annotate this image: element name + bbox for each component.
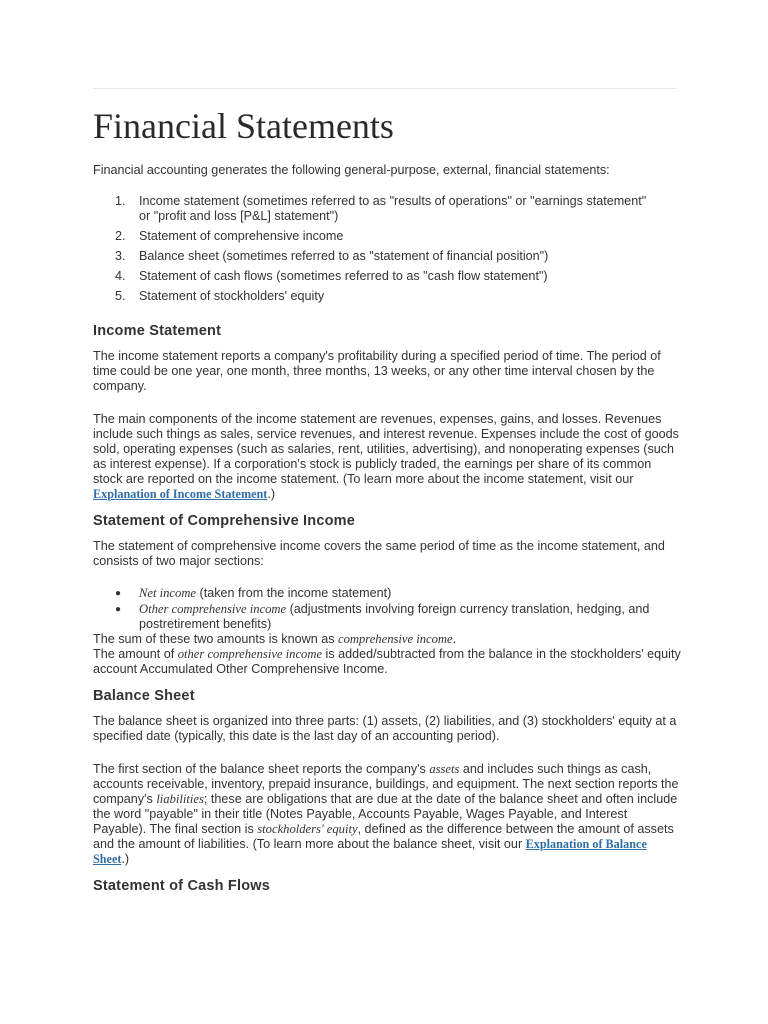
balance-sheet-heading: Balance Sheet [93,688,195,704]
balance-p2-d: , defined as the difference between the amount of assets and the amount of liabilities. (To learn more about the balance sheet, visit our [93,822,674,851]
liabilities-term: liabilities [156,792,204,806]
other-comprehensive-income-term: Other comprehensive income [139,602,287,616]
statements-list [93,194,653,309]
list-item [93,586,673,601]
list-item-text: Statement of cash flows (sometimes referred to as "cash flow statement") [139,269,548,283]
balance-p2-b: and includes such things as cash, accounts receivable, inventory, prepaid insurance, buildings, and equipment. The next section reports the company's [93,762,679,806]
balance-p2-a: The first section of the balance sheet reports the company's [93,762,430,776]
amount-term: other comprehensive income [177,647,323,661]
comprehensive-paragraph-1: The statement of comprehensive income covers the same period of time as the income statement, and consists of two major sections: [93,539,665,568]
amount-rest: is added/subtracted from the balance in the stockholders' equity account Accumulated Other Comprehensive Income. [93,647,681,676]
balance-p2-c: ; these are obligations that are due at the date of the balance sheet and often include the word "payable" in their title (Notes Payable, Accounts Payable, Wages Payable, and Interest Payable). The final section is [93,792,678,836]
income-paragraph-1: The income statement reports a company's profitability during a specified period of time. The period of time could be one year, one month, three months, 13 weeks, or any other time interval chosen by the company. [93,349,661,393]
list-item [93,269,653,284]
balance-sheet-link[interactable]: Explanation of Balance Sheet [93,837,647,866]
list-item [93,229,653,244]
bullet-icon: ● [115,604,122,615]
income-statement-link[interactable]: Explanation of Income Statement [93,487,268,501]
list-number: 3. [115,249,126,263]
list-item [93,249,653,264]
list-item-text: Income statement (sometimes referred to as "results of operations" or "earnings statement" or "profit and loss [P&L] statement") [139,194,647,223]
balance-paragraph-2 [93,762,683,867]
comprehensive-sections-list [93,586,673,633]
other-comprehensive-income-desc: (adjustments involving foreign currency translation, hedging, and postretirement benefits) [139,602,650,631]
income-paragraph-2-text: The main components of the income statement are revenues, expenses, gains, and losses. Revenues include such things as sales, service revenues, and interest revenue. Expenses include the cost of goods sold, operating expenses (such as salaries, rent, utilities, advertising), and nonoperating expenses (such as interest expense). If a corporation's stock is publicly traded, the earnings per share of its common stock are reported on the income statement. (To learn more about the income statement, visit our [93,412,679,486]
page-title: Financial Statements [93,106,394,146]
sum-term: comprehensive income [338,632,453,646]
list-number: 1. [115,194,126,208]
sum-text: The sum of these two amounts is known as [93,632,338,646]
comprehensive-amount-paragraph [93,647,683,677]
balance-paragraph-1: The balance sheet is organized into three parts: (1) assets, (2) liabilities, and (3) stockholders' equity at a specified date (typically, this date is the last day of an accounting period). [93,714,677,743]
intro-paragraph: Financial accounting generates the following general-purpose, external, financial statements: [93,163,610,177]
stockholders-equity-term: stockholders' equity [257,822,358,836]
sum-end: . [452,632,457,646]
list-item-text: Statement of comprehensive income [139,229,344,243]
list-item [93,194,653,224]
net-income-term: Net income [139,586,197,600]
cash-flows-heading: Statement of Cash Flows [93,878,271,894]
assets-term: assets [429,762,460,776]
amount-text: The amount of [93,647,178,661]
comprehensive-income-heading: Statement of Comprehensive Income [93,513,356,529]
top-divider [93,88,676,89]
list-item [93,289,653,304]
comprehensive-sum-line [93,632,683,647]
list-item-text: Statement of stockholders' equity [139,289,325,303]
income-paragraph-2 [93,412,683,502]
list-item-text: Balance sheet (sometimes referred to as "statement of financial position") [139,249,549,263]
list-item [93,602,673,632]
list-number: 2. [115,229,126,243]
balance-p2-end: .) [121,852,130,866]
income-paragraph-2-end: .) [267,487,276,501]
income-statement-heading: Income Statement [93,323,222,339]
list-number: 4. [115,269,126,283]
bullet-icon: ● [115,588,122,599]
net-income-desc: (taken from the income statement) [196,586,392,600]
list-number: 5. [115,289,126,303]
